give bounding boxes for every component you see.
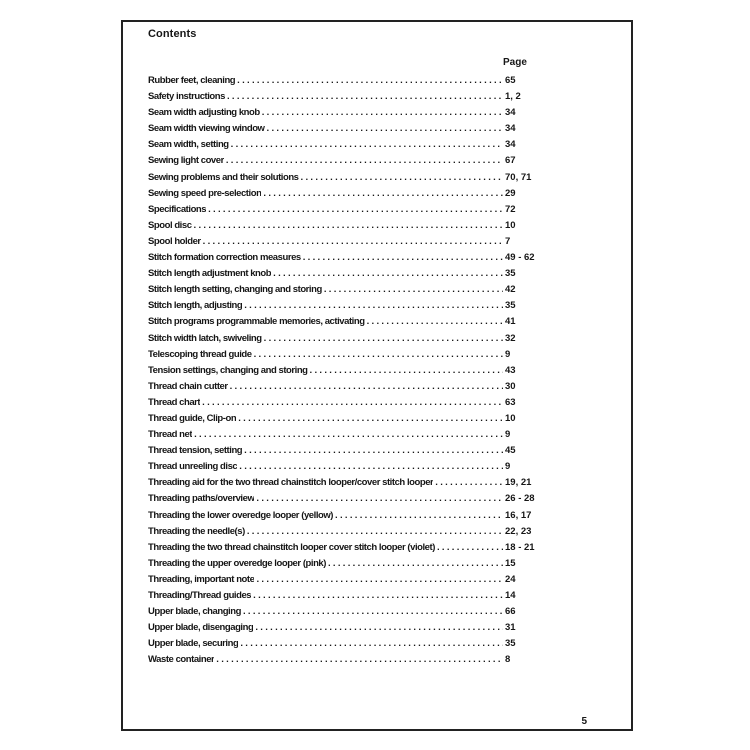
toc-entry-title: Threading paths/overview [148, 493, 255, 505]
toc-entry-page: 1, 2 [505, 91, 521, 103]
toc-entry-page: 9 [505, 461, 511, 473]
toc-entry-title: Safety instructions [148, 91, 225, 103]
toc-entry-title: Stitch programs programmable memories, activating [148, 316, 365, 328]
toc-entry-title: Rubber feet, cleaning [148, 75, 236, 86]
toc-entry-page: 18 - 21 [505, 541, 535, 553]
toc-entry-title: Seam width viewing window [148, 123, 265, 135]
folio-page-number: 5 [581, 716, 587, 727]
toc-entry-page: 22, 23 [505, 525, 532, 537]
dot-leader [261, 186, 503, 202]
toc-row [123, 588, 631, 604]
toc-row [123, 540, 631, 556]
toc-entry-page: 49 - 62 [505, 252, 535, 264]
dot-leader [262, 331, 503, 347]
page-title: Contents [148, 28, 197, 40]
toc-entry-page: 67 [505, 155, 516, 167]
dot-leader [237, 459, 503, 475]
toc-entry-page: 42 [505, 284, 516, 296]
toc-entry-title: Tension settings, changing and storing [148, 364, 308, 376]
toc-row [123, 218, 631, 234]
toc-row [123, 604, 631, 620]
toc-row [123, 347, 631, 363]
toc-entry-title: Sewing light cover [148, 155, 224, 167]
toc-row [123, 121, 631, 137]
toc-entry-title: Spool disc [148, 219, 192, 231]
dot-leader [241, 604, 503, 620]
toc-entry-title: Specifications [148, 203, 207, 215]
dot-leader [435, 540, 503, 556]
toc-entry-page: 9 [505, 348, 511, 360]
toc-entry-title: Thread net [148, 429, 193, 441]
dot-leader [229, 137, 503, 153]
toc-row [123, 572, 631, 588]
dot-leader [201, 234, 503, 250]
toc-entry-title: Threading, important note [148, 573, 255, 585]
toc-entry-title: Waste container [148, 654, 215, 666]
dot-leader [238, 636, 503, 652]
toc-entry-title: Upper blade, securing [148, 638, 239, 650]
toc-row [123, 89, 631, 105]
toc-row [123, 411, 631, 427]
toc-entry-page: 35 [505, 268, 516, 280]
toc-entry-page: 34 [505, 123, 516, 135]
toc-entry-page: 10 [505, 412, 516, 424]
toc-entry-title: Threading the two thread chainstitch looper cover stitch looper (violet) [148, 541, 435, 553]
manual-page [121, 20, 633, 731]
toc-entry-page: 43 [505, 364, 516, 376]
dot-leader [333, 508, 503, 524]
dot-leader [326, 556, 503, 572]
toc-row [123, 137, 631, 153]
dot-leader [200, 395, 503, 411]
toc-row [123, 379, 631, 395]
dot-leader [299, 170, 503, 186]
dot-leader [245, 524, 503, 540]
toc-entry-title: Thread guide, Clip-on [148, 412, 237, 424]
toc-row [123, 459, 631, 475]
page-column-header: Page [503, 57, 527, 68]
toc-entry-title: Spool holder [148, 235, 201, 247]
toc-entry-page: 31 [505, 622, 516, 634]
toc-row [123, 105, 631, 121]
dot-leader [206, 202, 503, 218]
dot-leader [252, 347, 503, 363]
dot-leader [433, 475, 503, 491]
dot-leader [236, 411, 503, 427]
toc-entry-title: Sewing problems and their solutions [148, 171, 299, 183]
dot-leader [265, 121, 504, 137]
toc-entry-title: Stitch length, adjusting [148, 300, 243, 312]
toc-list [123, 73, 631, 668]
toc-entry-page: 66 [505, 606, 516, 618]
toc-entry-title: Seam width adjusting knob [148, 107, 260, 119]
dot-leader [192, 427, 503, 443]
toc-entry-title: Stitch formation correction measures [148, 252, 301, 264]
toc-row [123, 331, 631, 347]
toc-entry-page: 26 - 28 [505, 493, 535, 505]
toc-row [123, 153, 631, 169]
toc-entry-page: 7 [505, 235, 511, 247]
toc-row [123, 170, 631, 186]
toc-entry-page: 65 [505, 75, 516, 86]
toc-row [123, 234, 631, 250]
dot-leader [260, 105, 503, 121]
dot-leader [253, 620, 503, 636]
toc-row [123, 266, 631, 282]
toc-entry-page: 72 [505, 203, 516, 215]
toc-entry-title: Stitch width latch, swiveling [148, 332, 262, 344]
toc-row [123, 508, 631, 524]
dot-leader [301, 250, 503, 266]
dot-leader [224, 153, 503, 169]
toc-entry-title: Upper blade, changing [148, 606, 241, 618]
toc-entry-page: 8 [505, 654, 511, 666]
toc-row [123, 491, 631, 507]
toc-entry-page: 9 [505, 429, 511, 441]
toc-entry-title: Thread chart [148, 396, 201, 408]
toc-entry-page: 35 [505, 300, 516, 312]
dot-leader [254, 572, 503, 588]
toc-entry-title: Upper blade, disengaging [148, 622, 254, 634]
toc-entry-page: 63 [505, 396, 516, 408]
toc-entry-page: 24 [505, 573, 516, 585]
toc-row [123, 250, 631, 266]
dot-leader [251, 588, 503, 604]
toc-row [123, 475, 631, 491]
toc-row [123, 620, 631, 636]
toc-entry-title: Threading the upper overedge looper (pink) [148, 557, 326, 569]
dot-leader [242, 298, 503, 314]
dot-leader [308, 363, 503, 379]
toc-row [123, 282, 631, 298]
toc-entry-title: Threading the lower overedge looper (yellow) [148, 509, 334, 521]
toc-entry-title: Thread unreeling disc [148, 461, 238, 473]
toc-entry-page: 10 [505, 219, 516, 231]
toc-row [123, 298, 631, 314]
dot-leader [322, 282, 503, 298]
dot-leader [254, 491, 503, 507]
toc-entry-title: Stitch length setting, changing and storing [148, 284, 322, 296]
toc-row [123, 186, 631, 202]
toc-row [123, 427, 631, 443]
toc-row [123, 202, 631, 218]
toc-entry-page: 14 [505, 590, 516, 601]
toc-row [123, 556, 631, 572]
toc-entry-title: Threading aid for the two thread chainstitch looper/cover stitch looper [148, 477, 434, 489]
dot-leader [365, 314, 503, 330]
toc-entry-page: 41 [505, 316, 516, 328]
toc-entry-title: Threading the needle(s) [148, 525, 245, 537]
toc-entry-page: 29 [505, 187, 516, 199]
toc-entry-page: 45 [505, 445, 516, 457]
toc-row [123, 73, 631, 89]
toc-row [123, 363, 631, 379]
toc-entry-title: Threading/Thread guides [148, 590, 252, 601]
toc-row [123, 524, 631, 540]
toc-entry-page: 19, 21 [505, 477, 532, 489]
toc-row [123, 443, 631, 459]
dot-leader [242, 443, 503, 459]
toc-entry-title: Thread chain cutter [148, 380, 228, 392]
toc-entry-page: 30 [505, 380, 516, 392]
toc-entry-title: Telescoping thread guide [148, 348, 252, 360]
toc-entry-title: Thread tension, setting [148, 445, 243, 457]
toc-entry-page: 15 [505, 557, 516, 569]
toc-entry-title: Sewing speed pre-selection [148, 187, 262, 199]
toc-entry-page: 32 [505, 332, 516, 344]
toc-entry-page: 34 [505, 107, 516, 119]
toc-entry-title: Seam width, setting [148, 139, 229, 151]
dot-leader [214, 652, 503, 668]
toc-row [123, 314, 631, 330]
toc-entry-page: 34 [505, 139, 516, 151]
dot-leader [235, 73, 503, 89]
toc-row [123, 395, 631, 411]
toc-entry-title: Stitch length adjustment knob [148, 268, 272, 280]
dot-leader [228, 379, 503, 395]
toc-row [123, 652, 631, 668]
toc-row [123, 636, 631, 652]
dot-leader [225, 89, 503, 105]
toc-entry-page: 35 [505, 638, 516, 650]
toc-entry-page: 70, 71 [505, 171, 532, 183]
toc-entry-page: 16, 17 [505, 509, 532, 521]
dot-leader [271, 266, 503, 282]
dot-leader [192, 218, 503, 234]
